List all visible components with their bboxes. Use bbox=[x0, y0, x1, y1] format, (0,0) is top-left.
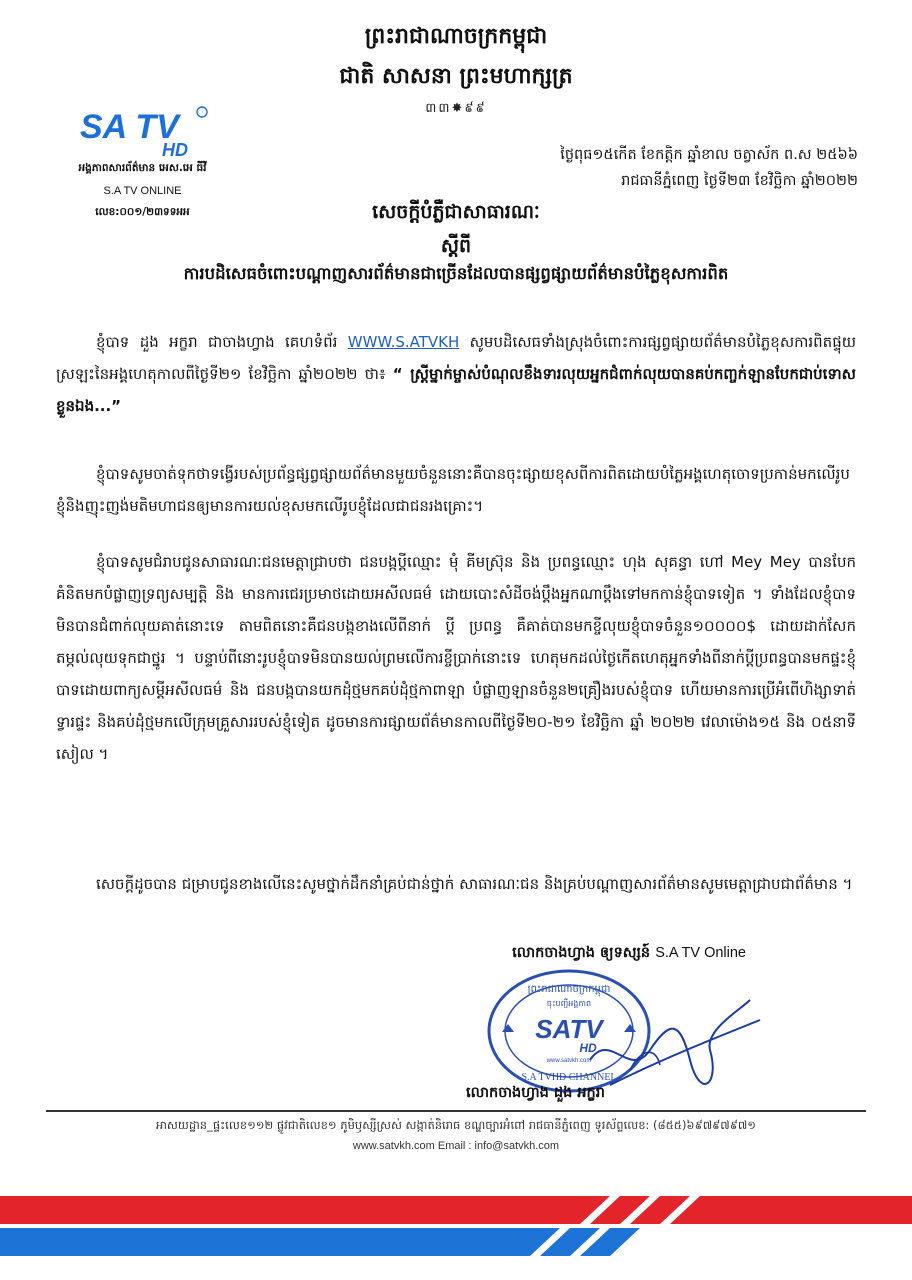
signatory-title bbox=[512, 944, 746, 965]
motto-nation: ជាតិ សាសនា ព្រះមហាក្សត្រ bbox=[339, 64, 573, 89]
footer-address: អាសយដ្ឋាន_ផ្ទះលេខ១១២ ផ្លូវជាតិលេខ១ ភូមិឫស្សីស្រស់ សង្កាត់និរោធ ខណ្ឌច្បារអំពៅ រាជធានីភ្នំពេញ ទូរស័ព្ទលេខ: (៨៥៥)៦៩៧៩៧៩៧១ bbox=[155, 1118, 757, 1132]
stamp-top-text: ព្រះរាជាណាចក្រកម្ពុជា bbox=[527, 984, 611, 995]
logo-text: SA TV bbox=[80, 108, 179, 146]
registered-icon bbox=[197, 107, 207, 117]
logo-hd: HD bbox=[162, 140, 188, 160]
document-about: ស្តីពី bbox=[440, 235, 472, 257]
paragraph-2 bbox=[56, 458, 856, 522]
footer-contact: www.satvkh.com Email : info@satvkh.com bbox=[352, 1140, 560, 1152]
p4-text: សេចក្តីដូចបាន ជម្រាបជូនខាងលើនេះសូមថ្នាក់ដឹកនាំគ្រប់ជាន់ថ្នាក់ សាធារណៈជន និងគ្រប់បណ្តាញសារព័ត៌មានសូមមេត្តាជ្រាបជាព័ត៌មាន ។ bbox=[96, 875, 853, 893]
satv-logo bbox=[74, 104, 214, 160]
signatory-title-km: លោកចាងហ្វាង ឲ្យទស្សន៍ bbox=[512, 945, 651, 961]
p1-text: សូមបដិសេធទាំងស្រុងចំពោះការផ្សព្វផ្សាយព័ត៌មានបំភ្លៃខុសការពិតផ្ទុយស្រឡះនៃអង្គហេតុកាលពីថ្ងៃទី២១ ខែវិច្ឆិកា ឆ្នាំ២០២២ ថា៖ bbox=[56, 333, 856, 383]
org-name-en: S.A TV ONLINE bbox=[103, 185, 182, 197]
signatory-title-en: S.A TV Online bbox=[655, 945, 746, 961]
paragraph-4 bbox=[56, 868, 856, 900]
stamp-url: www.satvkh.com bbox=[546, 1058, 592, 1064]
org-name: អង្គភាពសារព័ត៌មាន អេស.អេ ធីវី bbox=[78, 162, 207, 174]
red-stripe-3 bbox=[670, 1196, 912, 1224]
solar-date: រាជធានីភ្នំពេញ ថ្ងៃទី២៣ ខែវិច្ឆិកា ឆ្នាំ២០២២ bbox=[621, 173, 858, 189]
document-title: សេចក្តីបំភ្លឺជាសាធារណៈ bbox=[372, 201, 540, 223]
document-subject: ការបដិសេធចំពោះបណ្តាញសារព័ត៌មានជាច្រើនដែលបានផ្សព្វផ្សាយព័ត៌មានបំភ្លៃខុសការពិត bbox=[183, 264, 729, 283]
signatory-name: លោកចាងហ្វាង ដួង អក្ខរា bbox=[466, 1085, 605, 1101]
red-band bbox=[0, 1196, 610, 1224]
p2-text: ខ្ញុំបាទសូមចាត់ទុកថាទង្វើរបស់ប្រព័ន្ធផ្សព្វផ្សាយព័ត៌មានមួយចំនួននោះគឺបានចុះផ្សាយខុសពីការពិតដោយបំភ្លៃអង្គហេតុចោទប្រកាន់មកលើរូបខ្ញុំនិងញុះញង់មតិមហាជនឲ្យមានការយល់ខុសមកលើរូបខ្ញុំដែលជាជនរងគ្រោះ។ bbox=[56, 465, 850, 515]
p1-intro: ខ្ញុំបាទ ដួង អក្ខរា ជាចាងហ្វាង គេហទំព័រ bbox=[96, 333, 338, 351]
paragraph-3 bbox=[56, 546, 856, 770]
website-link[interactable]: WWW.S.ATVKH bbox=[347, 333, 460, 351]
paragraph-1 bbox=[56, 326, 856, 422]
stamp-hd: HD bbox=[579, 1041, 597, 1055]
p3-text: ខ្ញុំបាទសូមជំរាបជូនសាធារណៈជនមេត្តាជ្រាបថា ជនបង្កប្តីឈ្មោះ មុំ គីមស្រ៊ុន និង ប្រពន្ធឈ្មោះ ហុង សុគន្ធា ហៅ Mey Mey បានបែកគំនិតមកបំផ្លាញទ្រព្យសម្បត្តិ និង មានការជេរប្រមាថដោយអសីលធម៌ ដោយបោះសំដីចង់ប្តឹងអ្នកណាប្តឹងទៅមកកាន់ខ្ញុំបាទទៀត ។ ទាំងដែលខ្ញុំបាទមិនបានជំពាក់លុយគាត់នោះទេ តាមពិតនោះគឺជនបង្កខាងលើពីនាក់ ប្តី ប្រពន្ធ គឺគាត់បានមកខ្ចីលុយខ្ញុំបាទចំនួន១០០០០$ ដោយដាក់សែកតម្កល់លុយទុកជាថ្នូរ ។ បន្ទាប់ពីនោះរូបខ្ញុំបាទមិនបានយល់ព្រមលើការខ្ចីប្រាក់នោះទេ ហេតុមកដល់ថ្ងៃកើតហេតុអ្នកទាំងពីនាក់ប្តីប្រពន្ធបានមកផ្ទះខ្ញុំបាទដោយពាក្យសម្តីអសីលធម៌ និង ជនបង្កបានយកដុំថ្មមកគប់ដុំថ្មកាពាឡា បំផ្លាញឡានចំនួន២គ្រឿងរបស់ខ្ញុំបាទ ហើយមានការប្រើអំពើហិង្សាទាត់ទ្វារផ្ទះ និងគប់ដុំថ្មមកលើក្រុមគ្រួសាររបស់ខ្ញុំទៀត ដូចមានការផ្សាយព័ត៌មានកាលពីថ្ងៃទី២០-២១ ខែវិច្ឆិកា ឆ្នាំ ២០២២ វេលាម៉ោង១៥ និង ០៥នាទី សៀល ។ bbox=[56, 553, 856, 763]
lunar-date: ថ្ងៃពុធ១៥កើត ខែកត្តិក ឆ្នាំខាល ចត្វាស័ក ព.ស ២៥៦៦ bbox=[560, 147, 858, 163]
stamp-logo-text: SATV bbox=[535, 1014, 603, 1044]
p1-quote: “ ស្ត្រីម្នាក់ម្ចាស់បំណុលខឹងទារលុយអ្នកជំពាក់លុយបានគប់កញ្ចក់ឡានបែកជាប់ទោសខ្លួនឯង...” bbox=[56, 365, 856, 415]
stamp-bottom-text: S.A TVHD CHANNEL bbox=[521, 1072, 617, 1083]
decorative-color-bands bbox=[0, 1196, 912, 1256]
motto-ornament: ៣៣✸៩៩ bbox=[425, 101, 487, 116]
stamp-mid-text: ចុះបញ្ជីអង្គភាព bbox=[546, 999, 592, 1008]
blue-band bbox=[0, 1228, 560, 1256]
motto-kingdom: ព្រះរាជាណាចក្រកម្ពុជា bbox=[364, 24, 548, 49]
footer-divider bbox=[46, 1110, 866, 1112]
reference-number: លេខ:០០១/២៣ទទអអ bbox=[95, 206, 190, 218]
